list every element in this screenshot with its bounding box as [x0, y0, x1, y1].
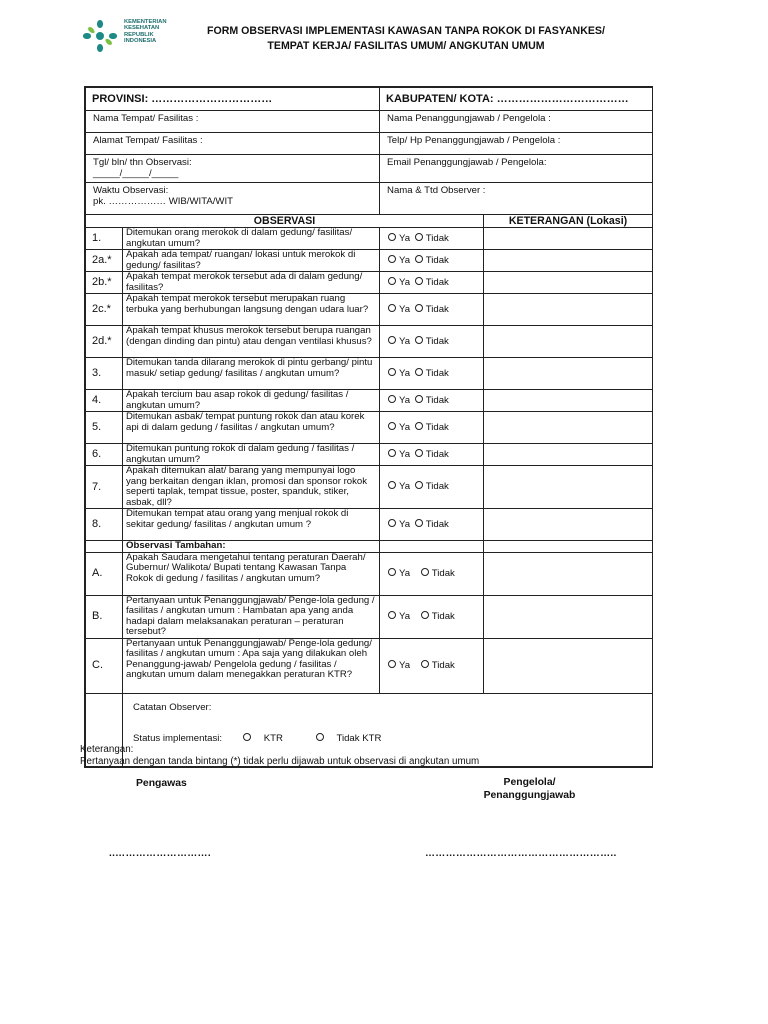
- ya-label: Ya: [399, 567, 411, 579]
- keterangan-cell[interactable]: [484, 638, 653, 693]
- tidak-label: Tidak: [425, 367, 449, 379]
- observer-field[interactable]: Nama & Ttd Observer :: [380, 183, 653, 215]
- tanggal-field[interactable]: Tgl/ bln/ thn Observasi: _____/_____/_____: [86, 155, 380, 183]
- question-text: Ditemukan tanda dilarang merokok di pintu gerbang/ pintu masuk/ setiap gedung/ fasilitas / angkutan umum?: [123, 358, 380, 390]
- question-row: [86, 638, 653, 693]
- question-text: Apakah tempat merokok tersebut ada di dalam gedung/ fasilitas?: [123, 272, 380, 294]
- email-field[interactable]: Email Penanggungjawab / Pengelola:: [380, 155, 653, 183]
- keterangan-cell[interactable]: [484, 552, 653, 595]
- radio-tidak[interactable]: [415, 449, 423, 457]
- answer-options: [380, 390, 484, 412]
- ya-label: Ya: [399, 394, 411, 406]
- question-text: Apakah tempat merokok tersebut merupakan ruang terbuka yang berhubungan langsung dengan udara luar?: [123, 294, 380, 326]
- observation-form: [84, 86, 653, 768]
- tidak-label: Tidak: [425, 276, 449, 288]
- question-row: [86, 595, 653, 638]
- radio-tidak[interactable]: [415, 481, 423, 489]
- logo-text: KEMENTERIAN KESEHATAN REPUBLIK INDONESIA: [124, 19, 167, 45]
- keterangan-cell[interactable]: [484, 326, 653, 358]
- question-number: 7.: [86, 466, 123, 509]
- provinsi-field[interactable]: PROVINSI: ……………………………: [86, 88, 380, 111]
- radio-ya[interactable]: [388, 481, 396, 489]
- question-number: 6.: [86, 444, 123, 466]
- question-text: Ditemukan puntung rokok di dalam gedung / fasilitas / angkutan umum?: [123, 444, 380, 466]
- answer-options: [380, 358, 484, 390]
- radio-ya[interactable]: [388, 304, 396, 312]
- question-number: 2c.*: [86, 294, 123, 326]
- question-text: Apakah Saudara mengetahui tentang peraturan Daerah/ Gubernur/ Walikota/ Bupati tentang Kawasan Tanpa Rokok di gedung / fasilitas / angkutan umum?: [123, 552, 380, 595]
- keterangan-cell[interactable]: [484, 509, 653, 541]
- tidak-label: Tidak: [425, 394, 449, 406]
- radio-ya[interactable]: [388, 277, 396, 285]
- question-row: [86, 358, 653, 390]
- question-text: Apakah ada tempat/ ruangan/ lokasi untuk merokok di gedung/ fasilitas?: [123, 250, 380, 272]
- radio-ya[interactable]: [388, 255, 396, 263]
- radio-tidak[interactable]: [421, 568, 429, 576]
- ya-label: Ya: [399, 481, 411, 493]
- status-implementasi: Status implementasi: KTR Tidak KTR: [133, 733, 382, 744]
- question-number: 1.: [86, 228, 123, 250]
- question-row: [86, 294, 653, 326]
- tidak-label: Tidak: [431, 567, 455, 579]
- radio-ya[interactable]: [388, 395, 396, 403]
- radio-ya[interactable]: [388, 568, 396, 576]
- question-number: 2d.*: [86, 326, 123, 358]
- tidak-label: Tidak: [425, 481, 449, 493]
- ya-label: Ya: [399, 448, 411, 460]
- question-row: [86, 509, 653, 541]
- question-row: [86, 228, 653, 250]
- ya-label: Ya: [399, 659, 411, 671]
- question-row: [86, 272, 653, 294]
- keterangan-cell[interactable]: [484, 412, 653, 444]
- tidak-label: Tidak: [425, 448, 449, 460]
- question-number: B.: [86, 595, 123, 638]
- question-number: 5.: [86, 412, 123, 444]
- keterangan-cell[interactable]: [484, 466, 653, 509]
- question-row: [86, 466, 653, 509]
- radio-tidak[interactable]: [421, 660, 429, 668]
- keterangan-cell[interactable]: [484, 250, 653, 272]
- keterangan-cell[interactable]: [484, 228, 653, 250]
- question-row: [86, 250, 653, 272]
- tidak-label: Tidak: [425, 335, 449, 347]
- waktu-field[interactable]: Waktu Observasi: pk. ……………… WIB/WITA/WIT: [86, 183, 380, 215]
- radio-tidak[interactable]: [415, 233, 423, 241]
- answer-options: [380, 552, 484, 595]
- question-number: C.: [86, 638, 123, 693]
- answer-options: [380, 228, 484, 250]
- tidak-label: Tidak: [425, 254, 449, 266]
- tidak-label: Tidak: [431, 659, 455, 671]
- answer-options: [380, 638, 484, 693]
- radio-ya[interactable]: [388, 233, 396, 241]
- keterangan-note: Keterangan: Pertanyaan dengan tanda bintang (*) tidak perlu dijawab untuk observasi di angkutan umum: [80, 744, 480, 767]
- alamat-field[interactable]: Alamat Tempat/ Fasilitas :: [86, 133, 380, 155]
- radio-ya[interactable]: [388, 660, 396, 668]
- radio-tidak[interactable]: [415, 255, 423, 263]
- tidak-label: Tidak: [431, 610, 455, 622]
- kemenkes-emblem-icon: [80, 17, 120, 55]
- question-row: [86, 390, 653, 412]
- answer-options: [380, 444, 484, 466]
- answer-options: [380, 272, 484, 294]
- nama-tempat-field[interactable]: Nama Tempat/ Fasilitas :: [86, 111, 380, 133]
- answer-options: [380, 509, 484, 541]
- keterangan-cell[interactable]: [484, 390, 653, 412]
- question-number: A.: [86, 552, 123, 595]
- keterangan-cell[interactable]: [484, 358, 653, 390]
- extra-num-cell: [86, 541, 123, 553]
- keterangan-cell[interactable]: [484, 595, 653, 638]
- question-number: 8.: [86, 509, 123, 541]
- catatan-label: Catatan Observer:: [133, 701, 212, 713]
- form-title: FORM OBSERVASI IMPLEMENTASI KAWASAN TANPA ROKOK DI FASYANKES/ TEMPAT KERJA/ FASILITAS UMUM/ ANGKUTAN UMUM: [207, 25, 605, 52]
- question-row: [86, 444, 653, 466]
- question-text: Ditemukan orang merokok di dalam gedung/ fasilitas/ angkutan umum?: [123, 228, 380, 250]
- telp-field[interactable]: Telp/ Hp Penanggungjawab / Pengelola :: [380, 133, 653, 155]
- ya-label: Ya: [399, 303, 411, 315]
- question-number: 4.: [86, 390, 123, 412]
- answer-options: [380, 294, 484, 326]
- question-number: 3.: [86, 358, 123, 390]
- kabupaten-field[interactable]: KABUPATEN/ KOTA: ………………………………: [380, 88, 653, 111]
- question-text: Ditemukan tempat atau orang yang menjual rokok di sekitar gedung/ fasilitas / angkutan umum ?: [123, 509, 380, 541]
- keterangan-header: KETERANGAN (Lokasi): [484, 215, 653, 228]
- question-number: 2a.*: [86, 250, 123, 272]
- answer-options: [380, 595, 484, 638]
- ya-label: Ya: [399, 276, 411, 288]
- observasi-header: OBSERVASI: [86, 215, 484, 228]
- radio-ya[interactable]: [388, 611, 396, 619]
- radio-tidak[interactable]: [415, 422, 423, 430]
- question-text: Pertanyaan untuk Penanggungjawab/ Penge-lola gedung / fasilitas / angkutan umum : Hambatan apa yang anda hadapi dalam melaksanakan peraturan – peraturan tersebut?: [123, 595, 380, 638]
- radio-tidak[interactable]: [415, 336, 423, 344]
- keterangan-cell[interactable]: [484, 272, 653, 294]
- radio-tidak[interactable]: [415, 519, 423, 527]
- tidak-label: Tidak: [425, 232, 449, 244]
- radio-tidak[interactable]: [415, 368, 423, 376]
- nama-penanggungjawab-field[interactable]: Nama Penanggungjawab / Pengelola :: [380, 111, 653, 133]
- ya-label: Ya: [399, 232, 411, 244]
- keterangan-cell[interactable]: [484, 294, 653, 326]
- radio-tidak[interactable]: [415, 304, 423, 312]
- radio-tidak[interactable]: [415, 277, 423, 285]
- question-text: Apakah ditemukan alat/ barang yang mempunyai logo yang berkaitan dengan iklan, promosi dan sponsor rokok seperti taplak, tempat tissue, poster, spanduk, stiker, asbak, dll?: [123, 466, 380, 509]
- question-text: Pertanyaan untuk Penanggungjawab/ Penge-lola gedung/ fasilitas / angkutan umum : Apa saja yang dilakukan oleh Penanggung-jawab/ Pengelola gedung / fasilitas / angkutan umum dalam menegakkan peraturan KTR?: [123, 638, 380, 693]
- question-text: Apakah tercium bau asap rokok di gedung/ fasilitas / angkutan umum?: [123, 390, 380, 412]
- pengawas-signature-line[interactable]: ..……………………….: [109, 848, 211, 859]
- tidak-label: Tidak: [425, 303, 449, 315]
- question-row: [86, 326, 653, 358]
- ya-label: Ya: [399, 610, 411, 622]
- radio-ya[interactable]: [388, 422, 396, 430]
- radio-tidak[interactable]: [415, 395, 423, 403]
- tidak-label: Tidak: [425, 518, 449, 530]
- tidak-label: Tidak: [425, 421, 449, 433]
- ya-label: Ya: [399, 518, 411, 530]
- question-number: 2b.*: [86, 272, 123, 294]
- radio-ya[interactable]: [388, 449, 396, 457]
- radio-ya[interactable]: [388, 336, 396, 344]
- radio-ktr[interactable]: [243, 733, 251, 741]
- pengelola-label: Pengelola/ Penanggungjawab: [483, 777, 576, 801]
- ya-label: Ya: [399, 367, 411, 379]
- radio-ya[interactable]: [388, 519, 396, 527]
- pengelola-signature-line[interactable]: ………………………………………………..: [425, 848, 617, 859]
- ya-label: Ya: [399, 254, 411, 266]
- radio-tidak-ktr[interactable]: [316, 733, 324, 741]
- pengawas-label: Pengawas: [136, 778, 187, 789]
- radio-ya[interactable]: [388, 368, 396, 376]
- question-text: Ditemukan asbak/ tempat puntung rokok dan atau korek api di dalam gedung / fasilitas / angkutan umum?: [123, 412, 380, 444]
- keterangan-cell[interactable]: [484, 444, 653, 466]
- ya-label: Ya: [399, 421, 411, 433]
- answer-options: [380, 412, 484, 444]
- question-row: [86, 412, 653, 444]
- ya-label: Ya: [399, 335, 411, 347]
- radio-tidak[interactable]: [421, 611, 429, 619]
- answer-options: [380, 326, 484, 358]
- answer-options: [380, 250, 484, 272]
- answer-options: [380, 466, 484, 509]
- question-row: [86, 552, 653, 595]
- question-text: Apakah tempat khusus merokok tersebut berupa ruangan (dengan dinding dan pintu) atau dengan ventilasi khusus?: [123, 326, 380, 358]
- extra-header: Observasi Tambahan:: [123, 541, 380, 553]
